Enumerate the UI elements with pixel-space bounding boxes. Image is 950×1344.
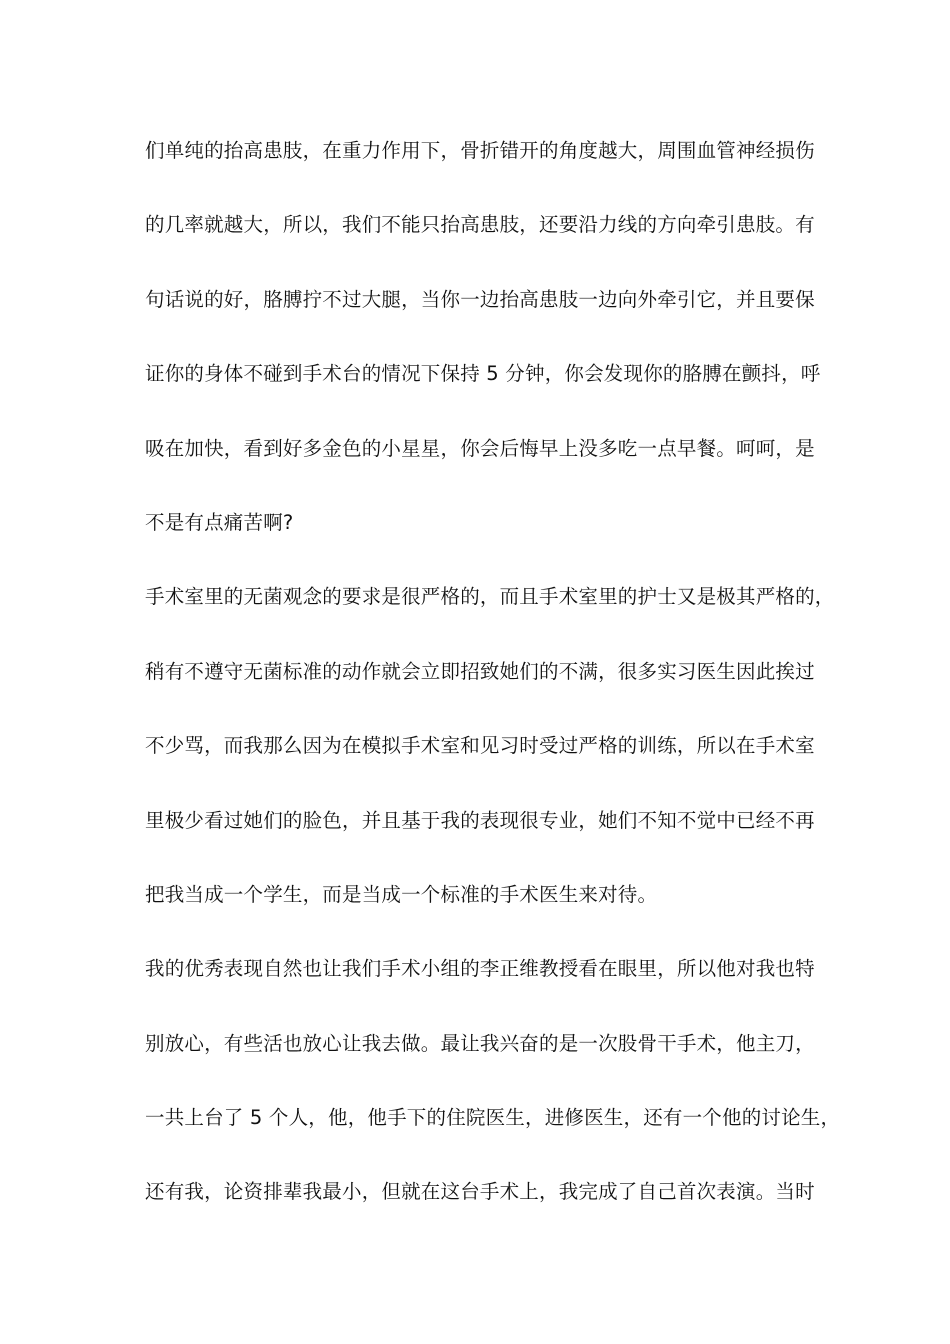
text-line: 吸在加快，看到好多金色的小星星，你会后悔早上没多吃一点早餐。呵呵，是	[145, 436, 815, 460]
text-line: 把我当成一个学生，而是当成一个标准的手术医生来对待。	[145, 882, 658, 906]
text-line: 证你的身体不碰到手术台的情况下保持 5 分钟，你会发现你的胳膊在颤抖，呼	[145, 362, 821, 386]
text-line: 还有我，论资排辈我最小，但就在这台手术上，我完成了自己首次表演。当时	[145, 1180, 815, 1204]
text-line: 不少骂，而我那么因为在模拟手术室和见习时受过严格的训练，所以在手术室	[145, 734, 815, 758]
text-line: 别放心，有些活也放心让我去做。最让我兴奋的是一次股骨干手术，他主刀，	[145, 1031, 815, 1055]
text-line: 的几率就越大，所以，我们不能只抬高患肢，还要沿力线的方向牵引患肢。有	[145, 213, 815, 237]
text-line: 手术室里的无菌观念的要求是很严格的，而且手术室里的护士又是极其严格的，	[145, 585, 835, 609]
body-text	[145, 129, 841, 1245]
text-line: 一共上台了 5 个人，他，他手下的住院医生，进修医生，还有一个他的讨论生，	[145, 1106, 841, 1130]
text-line: 句话说的好，胳膊拧不过大腿，当你一边抬高患肢一边向外牵引它，并且要保	[145, 287, 815, 311]
text-line: 里极少看过她们的脸色，并且基于我的表现很专业，她们不知不觉中已经不再	[145, 808, 815, 832]
text-line: 们单纯的抬高患肢，在重力作用下，骨折错开的角度越大，周围血管神经损伤	[145, 139, 815, 162]
text-line: 不是有点痛苦啊?	[145, 510, 294, 534]
text-line: 稍有不遵守无菌标准的动作就会立即招致她们的不满，很多实习医生因此挨过	[145, 659, 815, 683]
text-line: 我的优秀表现自然也让我们手术小组的李正维教授看在眼里，所以他对我也特	[145, 957, 815, 981]
